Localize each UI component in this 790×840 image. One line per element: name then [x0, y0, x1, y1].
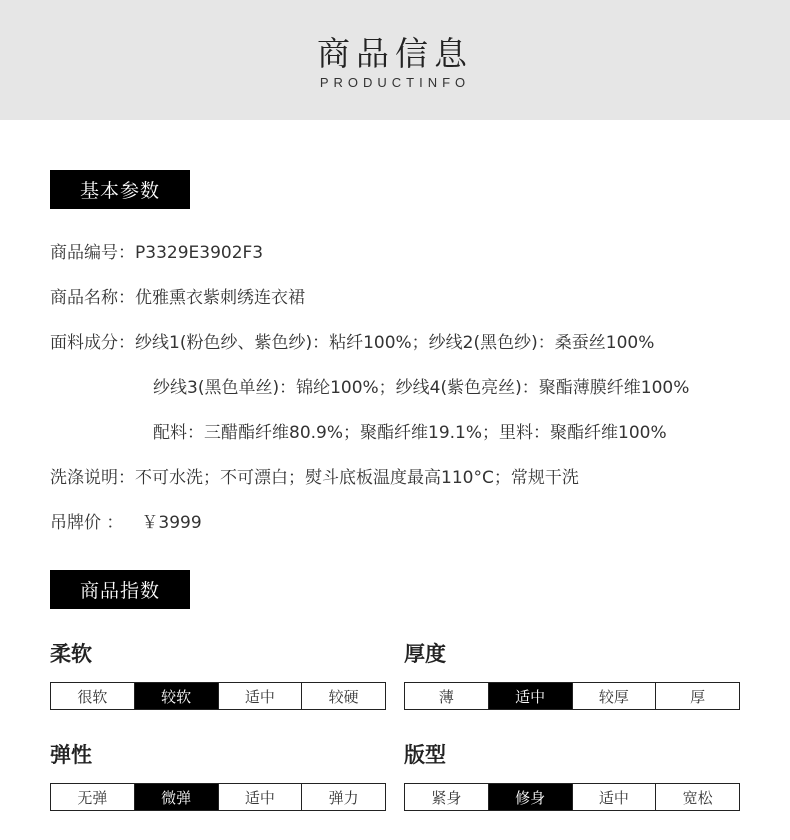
softness-option: 较软 [134, 683, 218, 709]
thickness-option: 适中 [488, 683, 572, 709]
softness-option: 较硬 [301, 683, 385, 709]
softness-title: 柔软 [50, 642, 92, 666]
fit-option: 宽松 [655, 784, 739, 810]
softness-scale [50, 682, 386, 710]
product-name-row [50, 283, 305, 308]
wash-row [50, 463, 579, 488]
wash-value: 不可水洗；不可漂白；熨斗底板温度最高110°C；常规干洗 [135, 468, 579, 488]
fabric-label: 面料成分： [50, 333, 135, 353]
fit-option: 紧身 [431, 788, 462, 807]
softness-option: 适中 [218, 683, 302, 709]
price-value: ￥3999 [141, 513, 202, 533]
page-header [0, 0, 790, 120]
fabric-row [50, 328, 654, 353]
elasticity-option: 微弹 [134, 784, 218, 810]
elasticity-option: 弹力 [301, 784, 385, 810]
product-name-value: 优雅熏衣紫刺绣连衣裙 [135, 288, 305, 308]
thickness-title: 厚度 [404, 642, 446, 666]
page-title: 商品信息 [317, 34, 473, 73]
product-name-label: 商品名称： [50, 288, 135, 308]
thickness-option: 较厚 [572, 683, 656, 709]
product-code-value: P3329E3902F3 [135, 243, 264, 263]
fit-option: 修身 [488, 784, 572, 810]
price-label: 吊牌价 ： [50, 513, 124, 533]
elasticity-scale [50, 783, 386, 811]
fit-scale [404, 783, 740, 811]
thickness-scale [404, 682, 740, 710]
elasticity-title: 弹性 [50, 743, 92, 767]
thickness-option: 薄 [438, 687, 454, 706]
fabric-line-1: 纱线1(粉色纱、紫色纱)：粘纤100%；纱线2(黑色纱)：桑蚕丝100% [135, 333, 655, 353]
price-row [50, 508, 202, 533]
basic-params-badge: 基本参数 [50, 170, 190, 209]
wash-label: 洗涤说明： [50, 468, 135, 488]
fit-option: 适中 [572, 784, 656, 810]
product-code-row [50, 238, 263, 263]
thickness-option: 厚 [655, 683, 739, 709]
fabric-line-2: 纱线3(黑色单丝)：锦纶100%；纱线4(紫色亮丝)：聚酯薄膜纤维100% [153, 378, 690, 398]
softness-option: 很软 [77, 687, 108, 706]
fabric-line-3: 配料：三醋酯纤维80.9%；聚酯纤维19.1%；里料：聚酯纤维100% [153, 423, 667, 443]
fit-title: 版型 [404, 743, 446, 767]
product-index-badge: 商品指数 [50, 570, 190, 609]
elasticity-option: 无弹 [77, 788, 108, 807]
elasticity-option: 适中 [218, 784, 302, 810]
page-subtitle: PRODUCTINFO [319, 75, 471, 90]
product-code-label: 商品编号： [50, 243, 135, 263]
